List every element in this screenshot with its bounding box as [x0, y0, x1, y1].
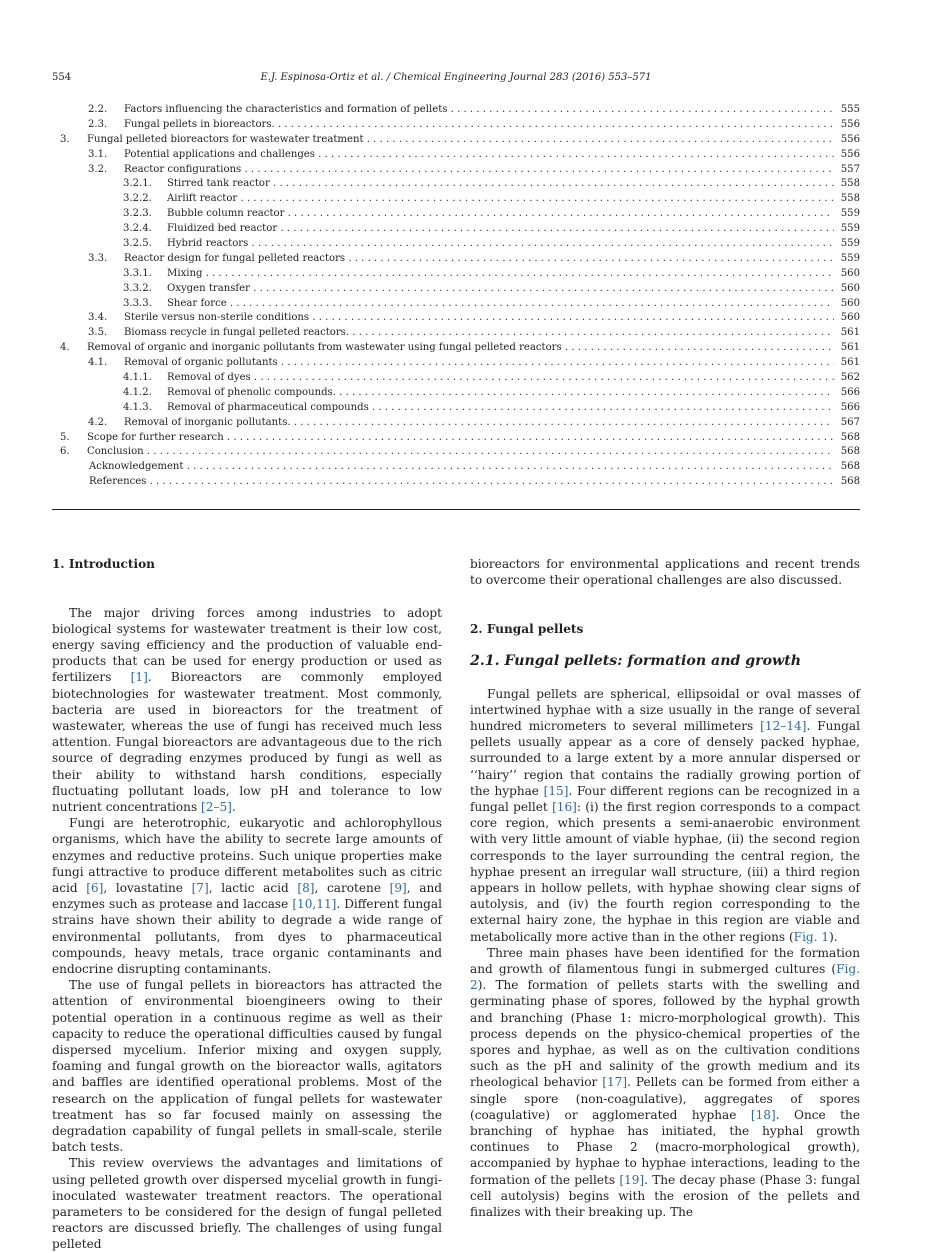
toc-entry[interactable] — [52, 222, 860, 237]
citation-link[interactable]: [16] — [552, 799, 577, 814]
toc-entry[interactable] — [52, 207, 860, 222]
toc-title: Removal of organic and inorganic pollutants from wastewater using fungal pelleted reactors . . . — [87, 341, 834, 356]
toc-page: 568 — [840, 461, 860, 473]
toc-page: 560 — [840, 282, 860, 294]
toc-number: 3.1. — [88, 148, 108, 160]
toc-title: Sterile versus non-sterile conditions . . . — [124, 311, 834, 326]
toc-entry[interactable] — [52, 177, 860, 192]
citation-link[interactable]: [19] — [619, 1172, 645, 1187]
toc-number: 2.3. — [88, 118, 108, 130]
toc-entry[interactable] — [52, 297, 860, 312]
toc-title: Removal of dyes . . . — [167, 371, 834, 386]
toc-title: Removal of pharmaceutical compounds . . . — [167, 401, 834, 416]
toc-page: 558 — [840, 193, 860, 205]
toc-page: 568 — [840, 431, 860, 443]
toc-page: 559 — [840, 208, 860, 220]
toc-page: 560 — [840, 312, 860, 324]
toc-entry[interactable] — [52, 445, 860, 460]
toc-page: 559 — [840, 238, 860, 250]
citation-link[interactable]: [15] — [543, 783, 569, 798]
toc-entry[interactable] — [52, 133, 860, 148]
toc-entry[interactable] — [52, 311, 860, 326]
toc-title: Airlift reactor . . . — [167, 192, 834, 207]
section-heading-fungal-pellets: 2. Fungal pellets — [470, 621, 584, 636]
toc-entry[interactable] — [52, 237, 860, 252]
pellets-paragraph-1: Fungal pellets are spherical, ellipsoidal or oval masses of intertwined hyphae with a size usually in the range of several hundred micrometers to several millimeters [12–14]. Fungal pellets usually appear as a core of densely packed hyphae, surrounded to a large extent by a more annular dispersed or ‘‘hairy’’ region that contains the radially growing portion of the hyphae [15]. Four different regions can be recognized in a fungal pellet [16]: (i) the first region corresponds to a compact core region, which presents a semi-anaerobic environment with very little amount of viable hyphae, (ii) the second region corresponds to the layer surrounding the central region, the hyphae present an irregular wall structure, (iii) a third region appears in hollow pellets, with hyphae showing clear signs of autolysis, and (iv) the fourth region corresponding to the external hairy zone, the hyphae in this region are viable and metabolically more active than in the other regions (Fig. 1). — [470, 686, 861, 944]
toc-number: 3.2.2. — [123, 193, 152, 205]
intro-paragraph-2: Fungi are heterotrophic, eukaryotic and achlorophyllous organisms, which have the ability to secrete large amounts of enzymes and reductive proteins. Such unique properties make fungi attractive to produce different metabolites such as citric acid [6], lovastatine [7], lactic acid [8], carotene [9], and enzymes such as protease and laccase [10,11]. Different fungal strains have shown their ability to degrade a wide range of environmental pollutants, from dyes to pharmaceutical compounds, heavy metals, trace organic contaminants and endocrine disrupting contaminants. — [52, 816, 442, 977]
intro-paragraph-4-continued: bioreactors for environmental applications and recent trends to overcome their operational challenges are also discussed. — [470, 557, 860, 588]
toc-entry[interactable] — [52, 326, 860, 341]
citation-link[interactable]: [6] — [86, 881, 104, 896]
toc-number: 4.2. — [88, 416, 108, 428]
toc-entry[interactable] — [52, 252, 860, 267]
toc-title: Biomass recycle in fungal pelleted reactors. . . . — [124, 326, 834, 341]
pellets-paragraph-2: Three main phases have been identified for the formation and growth of filamentous fungi in submerged cultures (Fig. 2). The formation of pellets starts with the swelling and germinating phase of spores, followed by the hyphal growth and branching (Phase 1: micro-morphological growth). This process depends on the physico-chemical properties of the spores and hyphae, as well as on the cultivation conditions such as the pH and salinity of the growth medium and its rheological behavior [17]. Pellets can be formed from either a single spore (non-coagulative), aggregates of spores (coagulative) or agglomerated hyphae [18]. Once the branching of hyphae has initiated, the hyphal growth continues to Phase 2 (macro-morphological growth), accompanied by hyphae to hyphae interactions, leading to the formation of the pellets [19]. The decay phase (Phase 3: fungal cell autolysis) begins with the erosion of the pellets and finalizes with their breaking up. The — [470, 945, 860, 1220]
toc-number: 4.1.2. — [123, 386, 152, 398]
journal-citation: E.J. Espinosa-Ortiz et al. / Chemical Engineering Journal 283 (2016) 553–571 — [260, 72, 652, 83]
toc-title: Reactor design for fungal pelleted reactors . . . — [124, 252, 834, 267]
citation-link[interactable]: [1] — [130, 670, 148, 685]
toc-entry[interactable] — [52, 401, 860, 416]
toc-number: 3.3.3. — [123, 297, 152, 309]
toc-entry[interactable] — [52, 386, 860, 401]
toc-title: Potential applications and challenges . . . — [124, 148, 834, 163]
toc-title: Fungal pelleted bioreactors for wastewater treatment . . . — [87, 133, 834, 148]
citation-link[interactable]: [2–5] — [201, 800, 232, 814]
toc-number: 2.2. — [88, 104, 108, 115]
toc-entry[interactable] — [52, 460, 860, 475]
toc-title: Stirred tank reactor . . . — [167, 177, 834, 192]
toc-title: Conclusion . . . — [87, 445, 834, 460]
toc-title: Factors influencing the characteristics and formation of pellets . . . — [124, 103, 834, 118]
toc-number: 3.2. — [88, 163, 108, 175]
toc-entry[interactable] — [52, 371, 860, 386]
toc-title: Reactor configurations . . . — [124, 163, 834, 178]
toc-title: Fungal pellets in bioreactors. . . . — [124, 118, 834, 133]
toc-page: 568 — [840, 476, 860, 488]
toc-entry[interactable] — [52, 416, 860, 431]
citation-link[interactable]: [17] — [602, 1075, 628, 1090]
toc-title: Acknowledgement . . . — [89, 460, 834, 475]
table-of-contents — [52, 103, 860, 490]
toc-page: 567 — [840, 416, 860, 428]
citation-link[interactable]: [12–14] — [760, 718, 807, 733]
toc-title: Removal of organic pollutants . . . — [124, 356, 834, 371]
toc-page: 558 — [840, 178, 860, 190]
toc-page: 562 — [840, 372, 860, 384]
toc-page: 566 — [840, 386, 860, 398]
toc-number: 4.1.1. — [123, 372, 152, 384]
figure-link[interactable]: Fig. 2 — [470, 961, 860, 993]
toc-page: 555 — [840, 104, 860, 115]
toc-number: 3.2.5. — [123, 238, 152, 250]
toc-page: 561 — [840, 342, 860, 354]
figure-link[interactable]: Fig. 1 — [793, 929, 830, 944]
toc-page: 560 — [840, 297, 860, 309]
citation-link[interactable]: [10,11] — [292, 897, 337, 912]
citation-link[interactable]: [18] — [750, 1107, 776, 1122]
toc-number: 3.2.4. — [123, 223, 152, 235]
citation-link[interactable]: [9] — [389, 881, 407, 896]
toc-page: 559 — [840, 223, 860, 235]
toc-title: References . . . — [89, 475, 834, 490]
intro-paragraph-1: The major driving forces among industries to adopt biological systems for wastewater treatment is their low cost, energy saving efficiency and the production of valuable end-products that can be used for energy production or used as fertilizers [1]. Bioreactors are commonly employed biotechnologies for wastewater treatment. Most commonly, bacteria are used in bioreactors for the treatment of wastewater, whereas the use of fungi has received much less attention. Fungal bioreactors are advantageous due to the rich source of degrading enzymes produced by fungi as well as their ability to withstand harsh conditions, especially fluctuating pollutant loads, low pH and tolerance to low nutrient concentrations [2–5]. — [52, 605, 442, 814]
toc-number: 4.1. — [88, 357, 108, 369]
toc-title: Scope for further research . . . — [87, 431, 834, 446]
toc-number: 3.4. — [88, 312, 108, 324]
toc-page: 559 — [840, 252, 860, 264]
toc-page: 557 — [840, 163, 860, 175]
toc-entry[interactable] — [52, 475, 860, 490]
toc-number: 3.2.1. — [123, 178, 152, 190]
left-column — [52, 556, 442, 1253]
subsection-heading-formation: 2.1. Fungal pellets: formation and growth — [470, 653, 802, 670]
toc-title: Bubble column reactor . . . — [167, 207, 834, 222]
right-column — [470, 556, 860, 1220]
section-heading-introduction: 1. Introduction — [52, 557, 155, 571]
toc-entry[interactable] — [52, 356, 860, 371]
citation-link[interactable]: [8] — [297, 881, 315, 896]
toc-entry[interactable] — [52, 163, 860, 178]
toc-title: Oxygen transfer . . . — [167, 282, 834, 297]
toc-number: 3.2.3. — [123, 208, 152, 220]
toc-number: 4. — [60, 342, 70, 354]
toc-number: 3.5. — [88, 327, 108, 339]
toc-number: 4.1.3. — [123, 401, 152, 413]
toc-title: Removal of inorganic pollutants. . . . — [124, 416, 834, 431]
toc-number: 3.3. — [88, 252, 108, 264]
toc-title: Removal of phenolic compounds. . . . — [167, 386, 834, 401]
citation-link[interactable]: [7] — [191, 881, 209, 896]
toc-number: 6. — [60, 446, 70, 458]
toc-page: 568 — [840, 446, 860, 458]
toc-entry[interactable] — [52, 103, 860, 118]
toc-title: Hybrid reactors . . . — [167, 237, 834, 252]
toc-page: 561 — [840, 357, 860, 369]
intro-paragraph-4: This review overviews the advantages and limitations of using pelleted growth over dispersed mycelial growth in fungi-inoculated wastewater treatment reactors. The operational parameters to be considered for the design of fungal pelleted reactors are discussed briefly. The challenges of using fungal pelleted — [52, 1156, 442, 1252]
toc-entry[interactable] — [52, 192, 860, 207]
toc-number: 3.3.1. — [123, 267, 152, 279]
toc-title: Fluidized bed reactor . . . — [167, 222, 834, 237]
toc-page: 556 — [840, 133, 860, 145]
toc-entry[interactable] — [52, 118, 860, 133]
toc-entry[interactable] — [52, 341, 860, 356]
toc-page: 556 — [840, 148, 860, 160]
toc-number: 3.3.2. — [123, 282, 152, 294]
toc-entry[interactable] — [52, 148, 860, 163]
toc-number: 5. — [60, 431, 70, 443]
toc-title: Shear force . . . — [167, 297, 834, 312]
toc-entry[interactable] — [52, 267, 860, 282]
toc-page: 556 — [840, 118, 860, 130]
page-number: 554 — [52, 72, 72, 83]
toc-title: Mixing . . . — [167, 267, 834, 282]
toc-number: 3. — [60, 133, 70, 145]
intro-paragraph-3: The use of fungal pellets in bioreactors has attracted the attention of environmental bioengineers owing to their potential operation in a continuous regime as well as their capacity to reduce the operational difficulties caused by fungal dispersed mycelium. Inferior mixing and oxygen supply, foaming and fungal growth on the bioreactor walls, agitators and baffles are identified operational problems. Most of the research on the application of fungal pellets for wastewater treatment has so far focused mainly on assessing the degradation capability of fungal pellets in small-scale, sterile batch tests. — [52, 978, 442, 1155]
toc-entry[interactable] — [52, 431, 860, 446]
toc-page: 561 — [840, 327, 860, 339]
running-header — [52, 72, 860, 88]
toc-entry[interactable] — [52, 282, 860, 297]
section-divider — [52, 509, 860, 510]
toc-page: 566 — [840, 401, 860, 413]
toc-page: 560 — [840, 267, 860, 279]
